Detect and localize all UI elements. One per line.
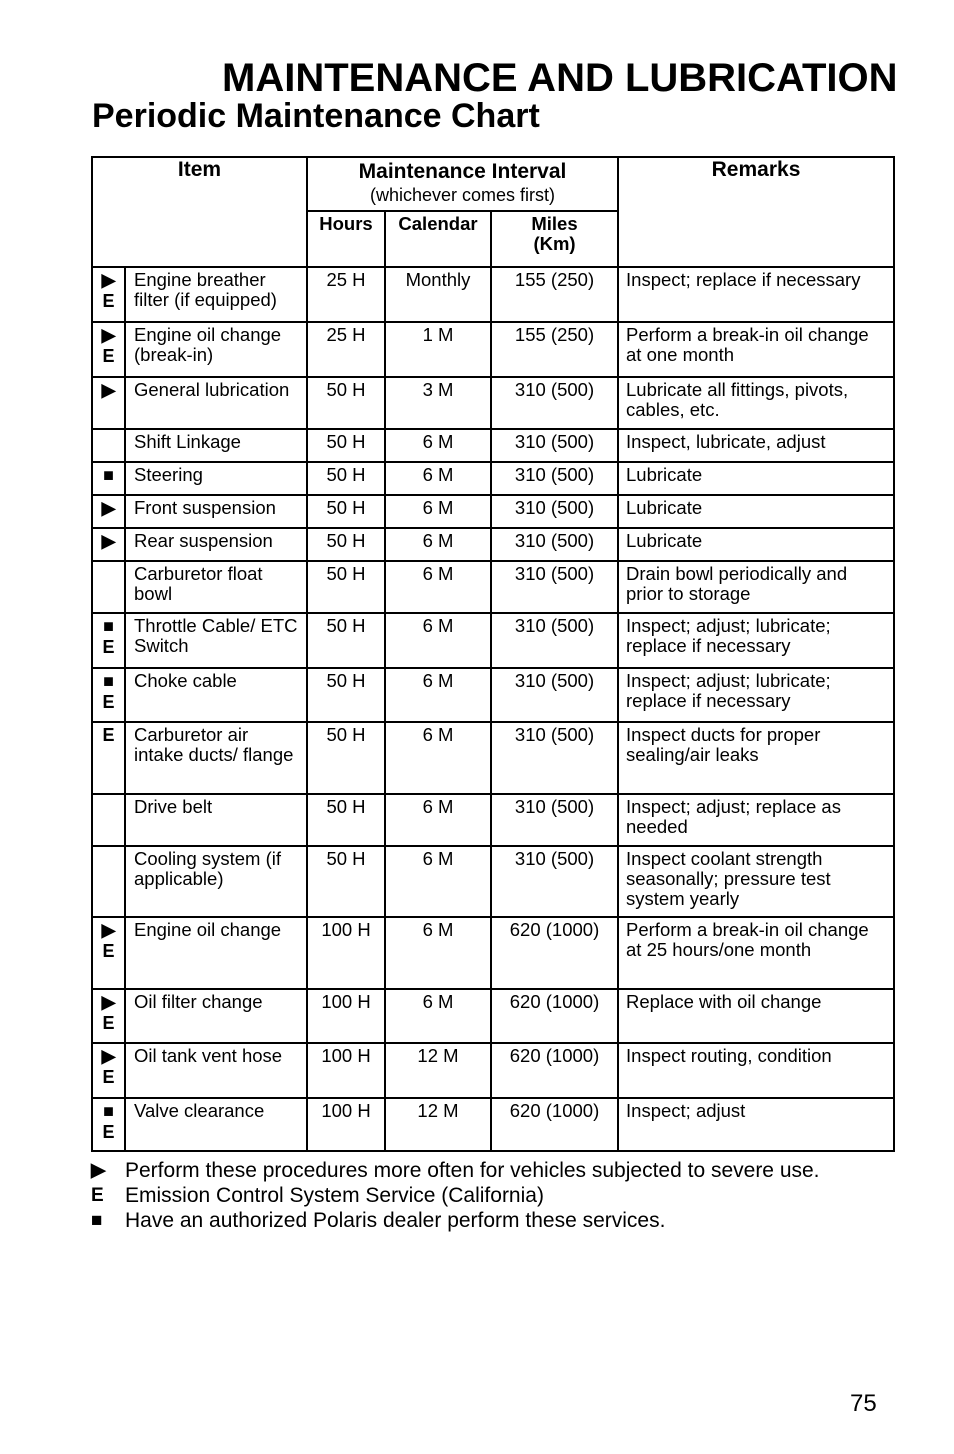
- calendar-cell: 6 M: [385, 429, 491, 462]
- item-cell: Engine oil change (break-in): [125, 322, 307, 377]
- item-cell: Drive belt: [125, 794, 307, 846]
- interval-label: Maintenance Interval: [358, 160, 567, 183]
- service-symbols: [92, 528, 125, 561]
- service-symbol: E: [102, 1067, 115, 1087]
- remarks-cell: Lubricate: [618, 495, 894, 528]
- hours-cell: 50 H: [307, 794, 385, 846]
- hours-cell: 100 H: [307, 989, 385, 1043]
- remarks-cell: Lubricate: [618, 462, 894, 495]
- hours-cell: 50 H: [307, 495, 385, 528]
- miles-cell: 310 (500): [491, 794, 618, 846]
- item-cell: Front suspension: [125, 495, 307, 528]
- hours-cell: 100 H: [307, 917, 385, 989]
- miles-cell: 155 (250): [491, 322, 618, 377]
- maintenance-chart-table: [91, 156, 895, 1152]
- calendar-cell: 6 M: [385, 668, 491, 722]
- item-cell: Oil tank vent hose: [125, 1043, 307, 1098]
- item-cell: Engine breather filter (if equipped): [125, 267, 307, 322]
- calendar-cell: 6 M: [385, 917, 491, 989]
- section-title: Periodic Maintenance Chart: [92, 97, 540, 135]
- remarks-cell: Drain bowl periodically and prior to storage: [618, 561, 894, 613]
- calendar-cell: 6 M: [385, 722, 491, 794]
- service-symbol: E: [102, 291, 115, 311]
- remarks-cell: Inspect routing, condition: [618, 1043, 894, 1098]
- legend-text: Have an authorized Polaris dealer perform these services.: [125, 1209, 666, 1232]
- item-cell: Choke cable: [125, 668, 307, 722]
- item-cell: Engine oil change: [125, 917, 307, 989]
- calendar-cell: 6 M: [385, 528, 491, 561]
- item-cell: Rear suspension: [125, 528, 307, 561]
- service-symbols: [92, 561, 125, 613]
- hours-cell: 50 H: [307, 846, 385, 917]
- remarks-cell: Inspect coolant strength seasonally; pressure test system yearly: [618, 846, 894, 917]
- service-symbols: [92, 429, 125, 462]
- service-symbol: E: [102, 725, 115, 745]
- legend-symbol: ▶: [91, 1160, 106, 1181]
- miles-cell: 310 (500): [491, 722, 618, 794]
- table-row: [92, 846, 894, 917]
- hours-cell: 50 H: [307, 668, 385, 722]
- service-symbol: E: [102, 637, 115, 657]
- service-symbol: ▶: [101, 270, 116, 290]
- calendar-cell: 1 M: [385, 322, 491, 377]
- service-symbol: ■: [103, 1101, 114, 1121]
- service-symbol: E: [102, 692, 115, 712]
- table-row: [92, 1098, 894, 1151]
- service-symbols: [92, 267, 125, 322]
- miles-cell: 310 (500): [491, 495, 618, 528]
- service-symbols: [92, 1098, 125, 1151]
- service-symbols: [92, 722, 125, 794]
- item-cell: Throttle Cable/ ETC Switch: [125, 613, 307, 668]
- legend-item: [91, 1158, 820, 1183]
- hours-cell: 50 H: [307, 429, 385, 462]
- service-symbol: ■: [103, 616, 114, 636]
- item-cell: Steering: [125, 462, 307, 495]
- calendar-cell: 12 M: [385, 1043, 491, 1098]
- miles-cell: 310 (500): [491, 462, 618, 495]
- remarks-cell: Inspect; adjust; lubricate; replace if necessary: [618, 613, 894, 668]
- service-symbols: [92, 377, 125, 429]
- interval-note: (whichever comes first): [369, 185, 556, 205]
- km-label: (Km): [533, 233, 576, 254]
- calendar-cell: 6 M: [385, 495, 491, 528]
- calendar-cell: 6 M: [385, 613, 491, 668]
- service-symbol: E: [102, 1122, 115, 1142]
- item-cell: Shift Linkage: [125, 429, 307, 462]
- service-symbols: [92, 462, 125, 495]
- table-header-row: [92, 157, 894, 211]
- calendar-cell: 6 M: [385, 846, 491, 917]
- legend: [91, 1158, 820, 1233]
- service-symbol: E: [102, 1013, 115, 1033]
- item-cell: Oil filter change: [125, 989, 307, 1043]
- table-row: [92, 561, 894, 613]
- table-row: [92, 668, 894, 722]
- table-row: [92, 917, 894, 989]
- table-row: [92, 377, 894, 429]
- service-symbols: [92, 668, 125, 722]
- table-row: [92, 989, 894, 1043]
- column-header-interval: [307, 157, 618, 211]
- remarks-cell: Inspect; adjust; lubricate; replace if necessary: [618, 668, 894, 722]
- miles-cell: 620 (1000): [491, 1098, 618, 1151]
- service-symbol: ▶: [101, 920, 116, 940]
- table-row: [92, 322, 894, 377]
- service-symbol: E: [102, 346, 115, 366]
- calendar-cell: Monthly: [385, 267, 491, 322]
- hours-cell: 25 H: [307, 267, 385, 322]
- item-cell: Valve clearance: [125, 1098, 307, 1151]
- column-header-remarks: Remarks: [618, 157, 894, 267]
- table-row: [92, 528, 894, 561]
- remarks-cell: Inspect; adjust; replace as needed: [618, 794, 894, 846]
- miles-cell: 310 (500): [491, 528, 618, 561]
- service-symbols: [92, 989, 125, 1043]
- hours-cell: 100 H: [307, 1098, 385, 1151]
- service-symbol: ▶: [101, 531, 116, 551]
- table-row: [92, 722, 894, 794]
- table-row: [92, 794, 894, 846]
- legend-item: [91, 1208, 820, 1233]
- remarks-cell: Lubricate: [618, 528, 894, 561]
- item-cell: Carburetor air intake ducts/ flange: [125, 722, 307, 794]
- miles-cell: 155 (250): [491, 267, 618, 322]
- service-symbol: ■: [103, 671, 114, 691]
- table-row: [92, 462, 894, 495]
- item-cell: General lubrication: [125, 377, 307, 429]
- miles-cell: 310 (500): [491, 377, 618, 429]
- hours-cell: 25 H: [307, 322, 385, 377]
- calendar-cell: 3 M: [385, 377, 491, 429]
- miles-cell: 620 (1000): [491, 1043, 618, 1098]
- legend-symbol: ■: [91, 1210, 103, 1231]
- page-number: 75: [850, 1390, 877, 1417]
- service-symbol: ▶: [101, 380, 116, 400]
- table-row: [92, 267, 894, 322]
- column-header-calendar: Calendar: [385, 211, 491, 267]
- service-symbol: ■: [103, 465, 114, 485]
- miles-cell: 620 (1000): [491, 989, 618, 1043]
- hours-cell: 50 H: [307, 528, 385, 561]
- table-row: [92, 613, 894, 668]
- column-header-item: Item: [92, 157, 307, 267]
- calendar-cell: 6 M: [385, 561, 491, 613]
- service-symbols: [92, 917, 125, 989]
- calendar-cell: 12 M: [385, 1098, 491, 1151]
- hours-cell: 50 H: [307, 613, 385, 668]
- column-header-miles: [491, 211, 618, 267]
- miles-cell: 620 (1000): [491, 917, 618, 989]
- hours-cell: 50 H: [307, 377, 385, 429]
- legend-item: [91, 1183, 820, 1208]
- table-row: [92, 495, 894, 528]
- miles-cell: 310 (500): [491, 668, 618, 722]
- calendar-cell: 6 M: [385, 794, 491, 846]
- service-symbols: [92, 613, 125, 668]
- legend-text: Emission Control System Service (California): [125, 1184, 544, 1207]
- hours-cell: 50 H: [307, 722, 385, 794]
- service-symbols: [92, 495, 125, 528]
- remarks-cell: Inspect, lubricate, adjust: [618, 429, 894, 462]
- service-symbol: ▶: [101, 1046, 116, 1066]
- remarks-cell: Inspect ducts for proper sealing/air leaks: [618, 722, 894, 794]
- remarks-cell: Inspect; adjust: [618, 1098, 894, 1151]
- hours-cell: 50 H: [307, 561, 385, 613]
- miles-cell: 310 (500): [491, 846, 618, 917]
- service-symbol: ▶: [101, 498, 116, 518]
- hours-cell: 100 H: [307, 1043, 385, 1098]
- hours-cell: 50 H: [307, 462, 385, 495]
- table-body: [92, 267, 894, 1151]
- calendar-cell: 6 M: [385, 462, 491, 495]
- service-symbol: ▶: [101, 325, 116, 345]
- legend-symbol: E: [91, 1185, 104, 1206]
- page-title: MAINTENANCE AND LUBRICATION: [222, 56, 898, 100]
- miles-cell: 310 (500): [491, 613, 618, 668]
- remarks-cell: Lubricate all fittings, pivots, cables, etc.: [618, 377, 894, 429]
- miles-cell: 310 (500): [491, 429, 618, 462]
- service-symbol: ▶: [101, 992, 116, 1012]
- miles-label: Miles: [531, 213, 578, 234]
- service-symbols: [92, 794, 125, 846]
- service-symbols: [92, 846, 125, 917]
- table-row: [92, 1043, 894, 1098]
- miles-cell: 310 (500): [491, 561, 618, 613]
- service-symbols: [92, 322, 125, 377]
- remarks-cell: Perform a break-in oil change at one month: [618, 322, 894, 377]
- column-header-hours: Hours: [307, 211, 385, 267]
- service-symbols: [92, 1043, 125, 1098]
- remarks-cell: Inspect; replace if necessary: [618, 267, 894, 322]
- calendar-cell: 6 M: [385, 989, 491, 1043]
- service-symbol: E: [102, 941, 115, 961]
- remarks-cell: Perform a break-in oil change at 25 hours/one month: [618, 917, 894, 989]
- remarks-cell: Replace with oil change: [618, 989, 894, 1043]
- legend-text: Perform these procedures more often for vehicles subjected to severe use.: [125, 1159, 820, 1182]
- item-cell: Cooling system (if applicable): [125, 846, 307, 917]
- item-cell: Carburetor float bowl: [125, 561, 307, 613]
- table-row: [92, 429, 894, 462]
